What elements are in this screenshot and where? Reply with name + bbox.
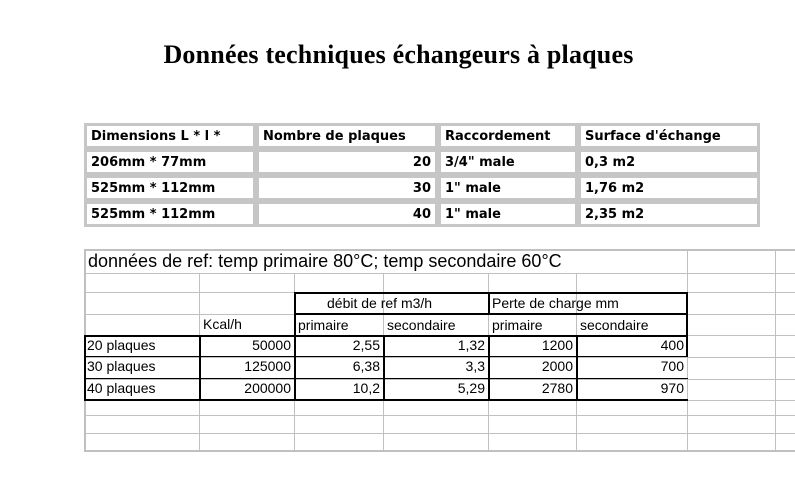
cell-raccordement: 1" male — [438, 175, 578, 201]
cell-nombre: 40 — [256, 201, 438, 227]
sub-secondaire-perte: secondaire — [580, 317, 649, 333]
cell-raccordement: 1" male — [438, 201, 578, 227]
value-debit-primaire: 6,38 — [352, 358, 380, 374]
header-nombre-plaques: Nombre de plaques — [256, 123, 438, 149]
sub-primaire-debit: primaire — [298, 317, 349, 333]
row-label: 20 plaques — [87, 337, 156, 353]
value-kcal: 125000 — [244, 358, 291, 374]
value-debit-secondaire: 3,3 — [465, 358, 485, 374]
header-border — [488, 292, 490, 315]
value-perte-primaire: 2780 — [541, 380, 573, 396]
cell-raccordement: 3/4" male — [438, 149, 578, 175]
gridline — [84, 273, 795, 274]
value-kcal: 200000 — [244, 380, 291, 396]
group-debit: débit de ref m3/h — [327, 295, 433, 311]
value-debit-primaire: 2,55 — [352, 337, 380, 353]
specs-table — [84, 123, 760, 227]
gridline — [775, 249, 776, 452]
value-kcal: 50000 — [252, 337, 291, 353]
row-label: 40 plaques — [87, 380, 156, 396]
value-perte-secondaire: 970 — [660, 380, 684, 396]
specs-row — [84, 201, 760, 227]
sub-primaire-perte: primaire — [492, 317, 543, 333]
specs-row — [84, 175, 760, 201]
value-debit-primaire: 10,2 — [352, 380, 380, 396]
value-debit-secondaire: 5,29 — [457, 380, 485, 396]
value-perte-primaire: 1200 — [541, 337, 573, 353]
data-border — [84, 399, 688, 401]
specs-header-row — [84, 123, 760, 149]
data-grid — [84, 249, 795, 453]
data-border — [84, 335, 86, 401]
header-dimensions: Dimensions L * l * — [84, 123, 256, 149]
gridline — [84, 433, 795, 434]
header-border — [686, 292, 688, 357]
value-perte-secondaire: 700 — [660, 358, 684, 374]
cell-surface: 2,35 m2 — [578, 201, 760, 227]
value-debit-secondaire: 1,32 — [457, 337, 485, 353]
reference-note: données de ref: temp primaire 80°C; temp secondaire 60°C — [88, 251, 562, 271]
value-perte-primaire: 2000 — [541, 358, 573, 374]
page-title — [0, 40, 795, 70]
header-surface: Surface d'échange — [578, 123, 760, 149]
page-title-text: Données techniques échangeurs à plaques — [163, 40, 634, 69]
unit-kcal: Kcal/h — [203, 316, 242, 332]
cell-dimensions: 525mm * 112mm — [84, 175, 256, 201]
sub-secondaire-debit: secondaire — [387, 317, 456, 333]
group-perte: Perte de charge mm — [492, 295, 619, 311]
cell-dimensions: 206mm * 77mm — [84, 149, 256, 175]
gridline — [84, 450, 795, 452]
header-border — [294, 313, 688, 315]
value-perte-secondaire: 400 — [660, 337, 684, 353]
header-raccordement: Raccordement — [438, 123, 578, 149]
cell-nombre: 30 — [256, 175, 438, 201]
cell-surface: 0,3 m2 — [578, 149, 760, 175]
specs-row — [84, 149, 760, 175]
cell-surface: 1,76 m2 — [578, 175, 760, 201]
row-label: 30 plaques — [87, 358, 156, 374]
gridline — [84, 415, 795, 416]
cell-nombre: 20 — [256, 149, 438, 175]
cell-dimensions: 525mm * 112mm — [84, 201, 256, 227]
